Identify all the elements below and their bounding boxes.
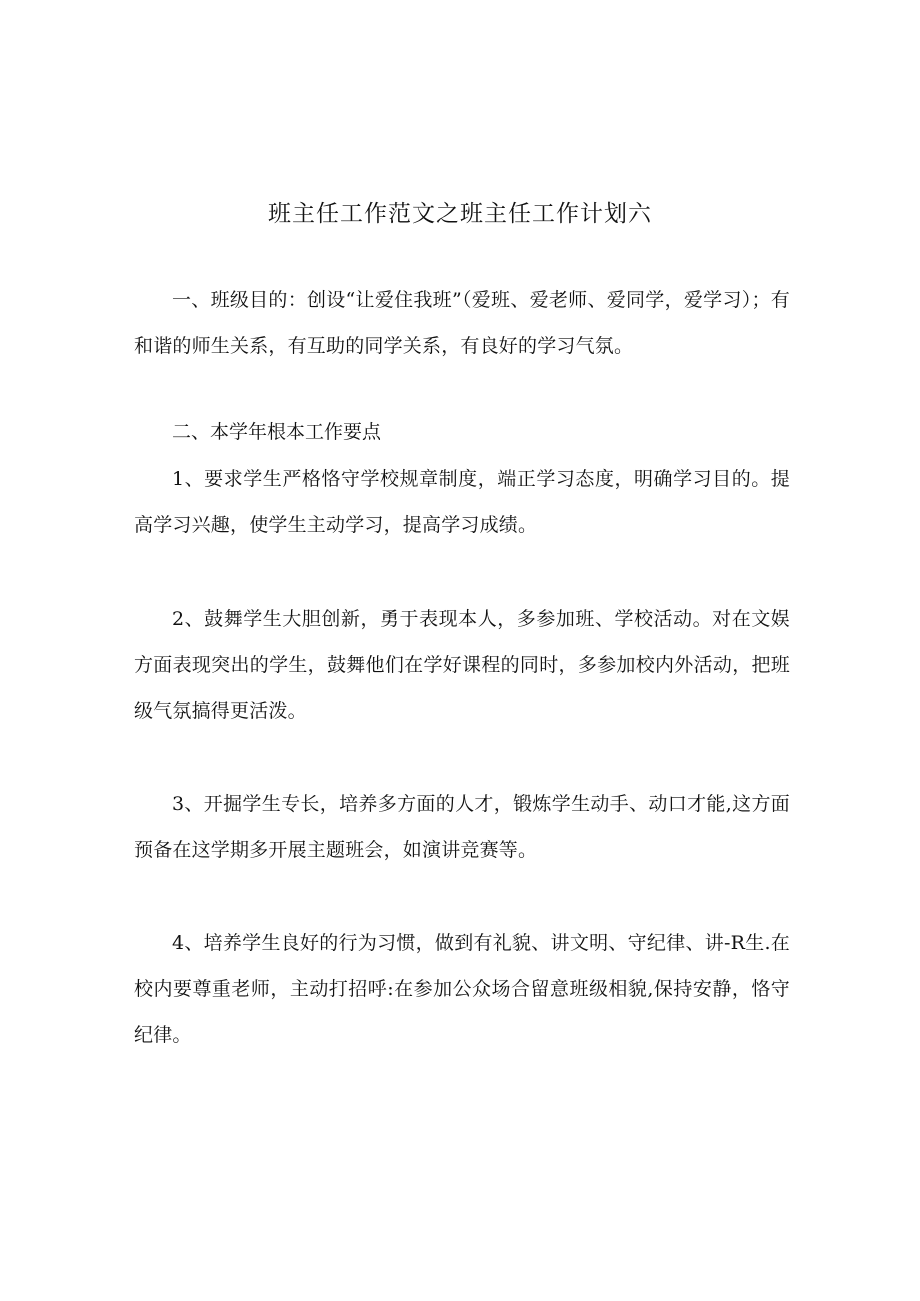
document-title: 班主任工作范文之班主任工作计划六 bbox=[268, 201, 652, 227]
key-point-2-paragraph: 2、鼓舞学生大胆创新，勇于表现本人，多参加班、学校活动。对在文娱方面表现突出的学生，鼓舞他们在学好课程的同时，多参加校内外活动，把班级气氛搞得更活泼。 bbox=[134, 608, 790, 722]
class-goal-paragraph: 一、班级目的：创设“让爱住我班”（爱班、爱老师、爱同学，爱学习）；有和谐的师生关系，有互助的同学关系，有良好的学习气氛。 bbox=[134, 289, 790, 357]
key-point-1-paragraph: 1、要求学生严格恪守学校规章制度，端正学习态度，明确学习目的。提高学习兴趣，使学生主动学习，提高学习成绩。 bbox=[134, 468, 790, 536]
key-point-4-paragraph: 4、培养学生良好的行为习惯，做到有礼貌、讲文明、守纪律、讲-R生.在校内要尊重老师，主动打招呼:在参加公众场合留意班级相貌,保持安静，恪守纪律。 bbox=[134, 932, 790, 1046]
key-points-heading: 二、本学年根本工作要点 bbox=[172, 421, 382, 443]
key-point-3-paragraph: 3、开掘学生专长，培养多方面的人才，锻炼学生动手、动口才能,这方面预备在这学期多开展主题班会，如演讲竞赛等。 bbox=[134, 793, 790, 861]
